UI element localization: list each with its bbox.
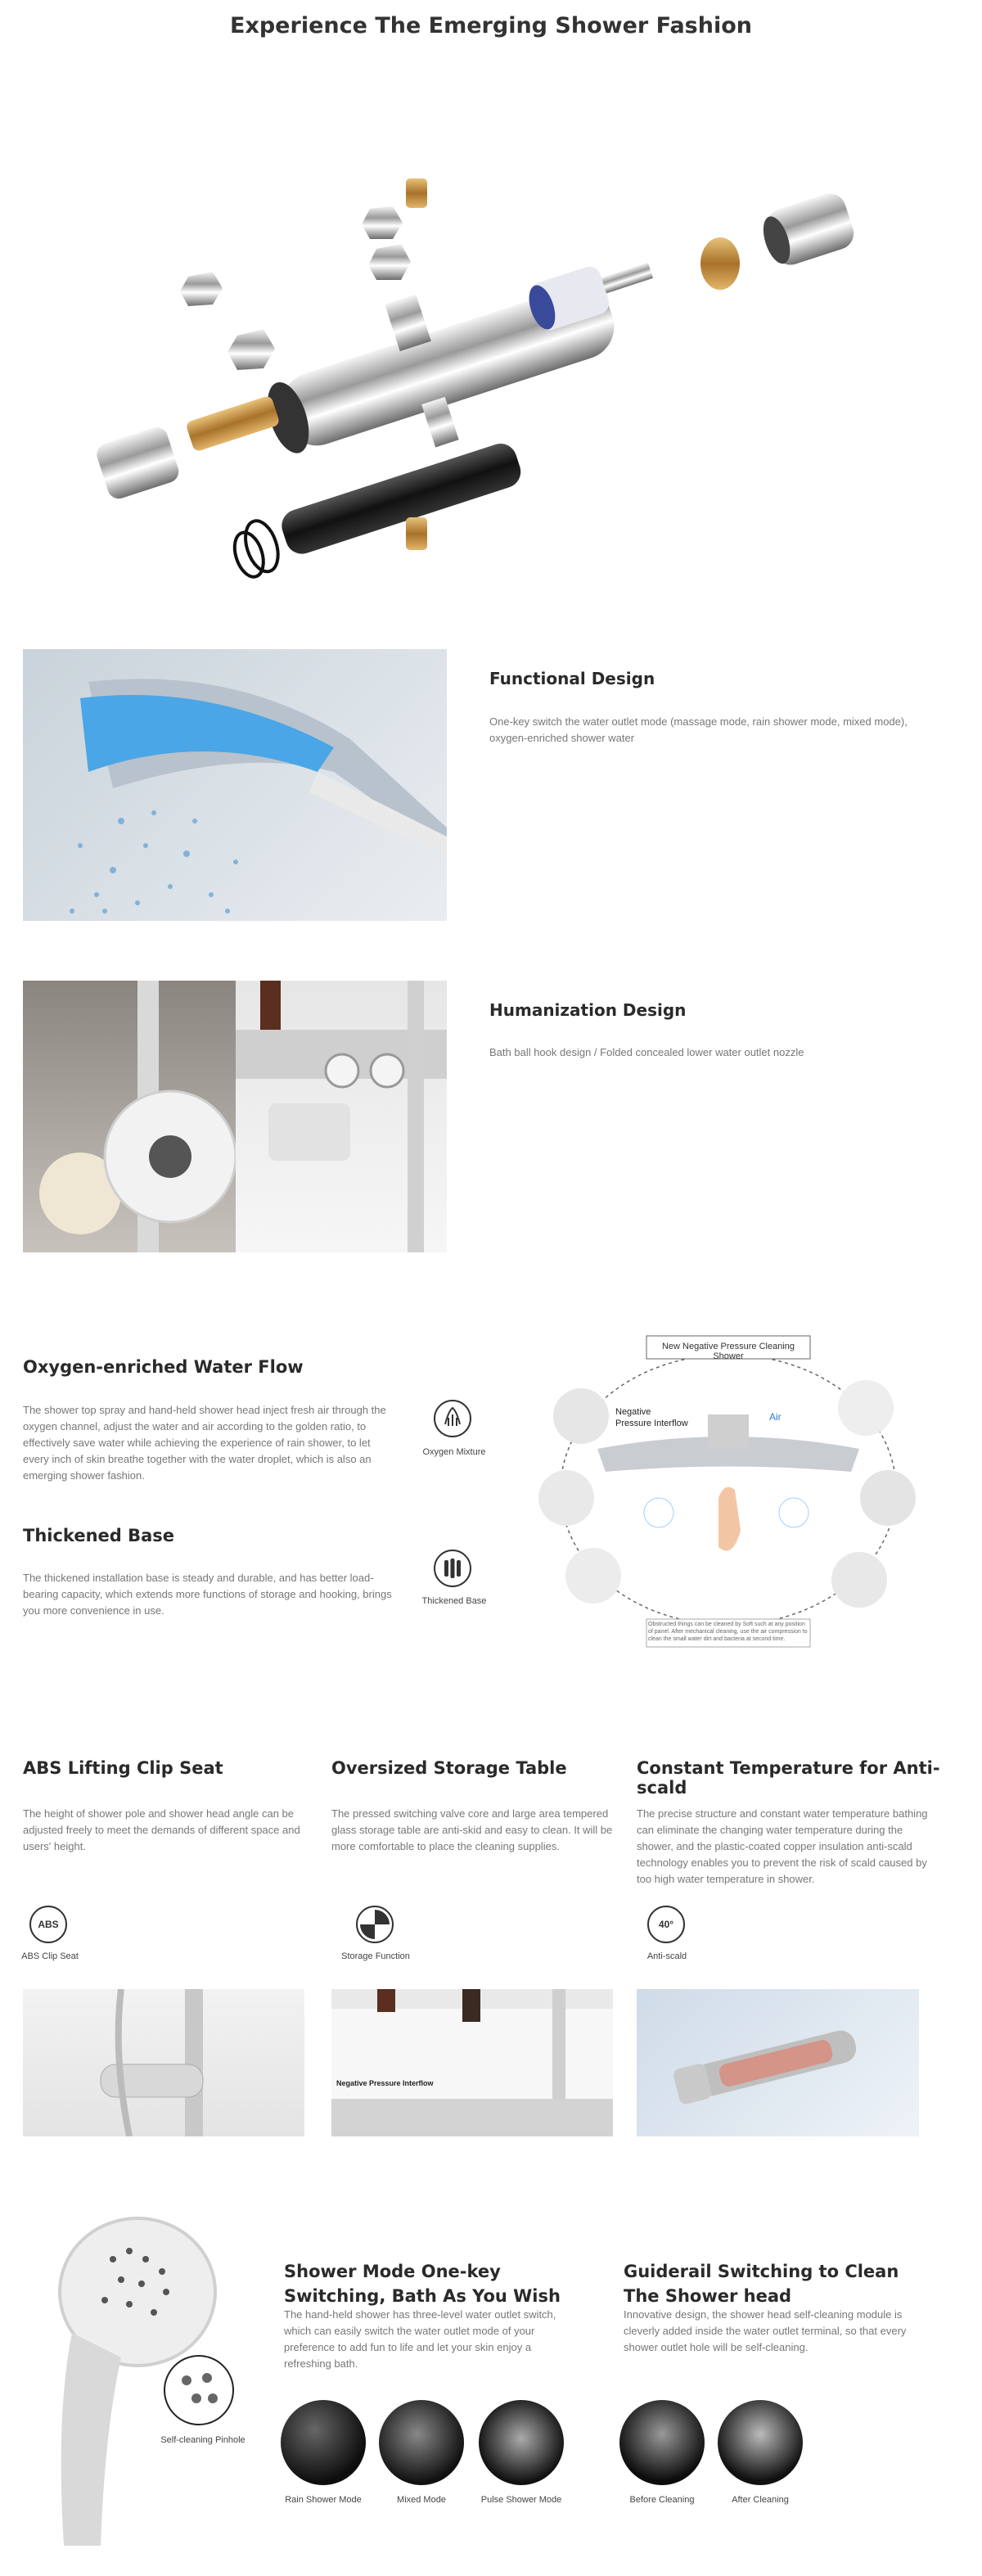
- before-cleaning-image: [619, 2400, 705, 2485]
- shower-mode-text: The hand-held shower has three-level water outlet switch, which can easily switch the water outlet mode of your preference to add fun to life and let your skin enjoy a refreshing bath.: [284, 2308, 556, 2370]
- abs-icon-text: ABS: [38, 1919, 59, 1930]
- oxygen-mixture-label: Oxygen Mixture: [422, 1447, 486, 1457]
- thickened-base-label: Thickened Base: [421, 1596, 487, 1606]
- self-cleaning-pinhole-label: Self-cleaning Pinhole: [160, 2435, 246, 2445]
- shelf-nozzle-photo: [236, 981, 447, 1252]
- thickened-base-icon: [434, 1550, 471, 1587]
- anti-scald-icon: [647, 1906, 685, 1943]
- guiderail-title: Guiderail Switching to Clean The Shower head: [624, 2262, 899, 2306]
- diagram-air-label: Air: [769, 1411, 782, 1423]
- thickened-base-text: The thickened installation base is steady and durable, and has better load-bearing capacity, which extends more functions of storage and hooking, brings you more convenience in use.: [23, 1572, 392, 1617]
- feature-2-title: Oversized Storage Table: [331, 1758, 567, 1778]
- anti-scald-label: Anti-scald: [646, 1951, 687, 1961]
- guiderail-text: Innovative design, the shower head self-cleaning module is cleverly added inside the water outlet terminal, so that every shower outlet hole will be self-cleaning.: [624, 2308, 907, 2353]
- feature-1-title: ABS Lifting Clip Seat: [23, 1758, 223, 1778]
- abs-clip-seat-icon: [29, 1906, 67, 1943]
- page-title: Experience The Emerging Shower Fashion: [230, 13, 752, 38]
- mode-mixed-image: [379, 2400, 464, 2485]
- functional-design-title: Functional Design: [489, 669, 655, 688]
- diagram-top-label: New Negative Pressure Cleaning Shower: [661, 1342, 795, 1361]
- cleaning-diagram: [524, 1326, 933, 1653]
- feature-3-title: Constant Temperature for Anti-scald: [637, 1758, 940, 1798]
- storage-function-icon: [356, 1906, 394, 1943]
- after-cleaning-label: After Cleaning: [732, 2495, 789, 2505]
- feature-3-text: The precise structure and constant water temperature bathing can eliminate the changing water temperature during the shower, and the plastic-coated copper insulation anti-scald technology enables you to prevent the risk of scald caused by too high water temperature in shower.: [637, 1807, 928, 1885]
- functional-design-text: One-key switch the water outlet mode (massage mode, rain shower mode, mixed mode), oxygen-enriched shower water: [489, 715, 908, 744]
- anti-scald-icon-text: 40°: [658, 1919, 674, 1930]
- humanization-design-title: Humanization Design: [489, 1000, 687, 1020]
- mode-rain-image: [281, 2400, 366, 2485]
- abs-clip-seat-label: ABS Clip Seat: [21, 1951, 79, 1961]
- oxygen-flow-text: The shower top spray and hand-held shower head inject fresh air through the oxygen channel, adjust the water and air according to the golden ratio, to effectively save water while achieving the experience of rain shower, to let every inch of skin breathe together with the water droplet, which is also an emerging shower fashion.: [23, 1404, 386, 1482]
- thickened-base-title: Thickened Base: [23, 1526, 175, 1545]
- exploded-valve-illustration: [49, 65, 933, 606]
- diagram-negative-pressure-label: Negative Pressure Interflow: [615, 1407, 688, 1428]
- mode-pulse-label: Pulse Shower Mode: [480, 2495, 562, 2505]
- feature-2-text: The pressed switching valve core and large area tempered glass storage table are anti-skid and easy to clean. It will be more comfortable to place the cleaning supplies.: [331, 1807, 613, 1852]
- spray-photo: [23, 649, 447, 921]
- hook-photo: [23, 981, 236, 1252]
- feature-1-text: The height of shower pole and shower head angle can be adjusted freely to meet the demands of different space and users' height.: [23, 1807, 300, 1852]
- handheld-shower-photo: [23, 2202, 268, 2562]
- mode-mixed-label: Mixed Mode: [397, 2495, 446, 2505]
- oxygen-flow-title: Oxygen-enriched Water Flow: [23, 1357, 304, 1377]
- clip-seat-photo: [23, 1989, 304, 2136]
- storage-table-photo: [331, 1989, 613, 2136]
- after-cleaning-image: [718, 2400, 803, 2485]
- mode-pulse-image: [479, 2400, 564, 2485]
- humanization-design-text: Bath ball hook design / Folded concealed lower water outlet nozzle: [489, 1046, 804, 1058]
- anti-scald-photo: [637, 1989, 919, 2136]
- storage-function-label: Storage Function: [341, 1951, 410, 1961]
- diagram-bottom-note: Obstructed things can be cleaned by Soft such at any position of panel. After mechanical cleaning, use the air compression to clean the small water dirt and bacteria at second time.: [648, 1622, 808, 1642]
- before-cleaning-label: Before Cleaning: [629, 2495, 695, 2505]
- mode-rain-label: Rain Shower Mode: [285, 2495, 362, 2505]
- shower-mode-title: Shower Mode One-key Switching, Bath As You Wish: [284, 2262, 561, 2306]
- storage-photo-label: Negative Pressure Interflow: [336, 2079, 434, 2087]
- oxygen-mixture-icon: [434, 1400, 471, 1437]
